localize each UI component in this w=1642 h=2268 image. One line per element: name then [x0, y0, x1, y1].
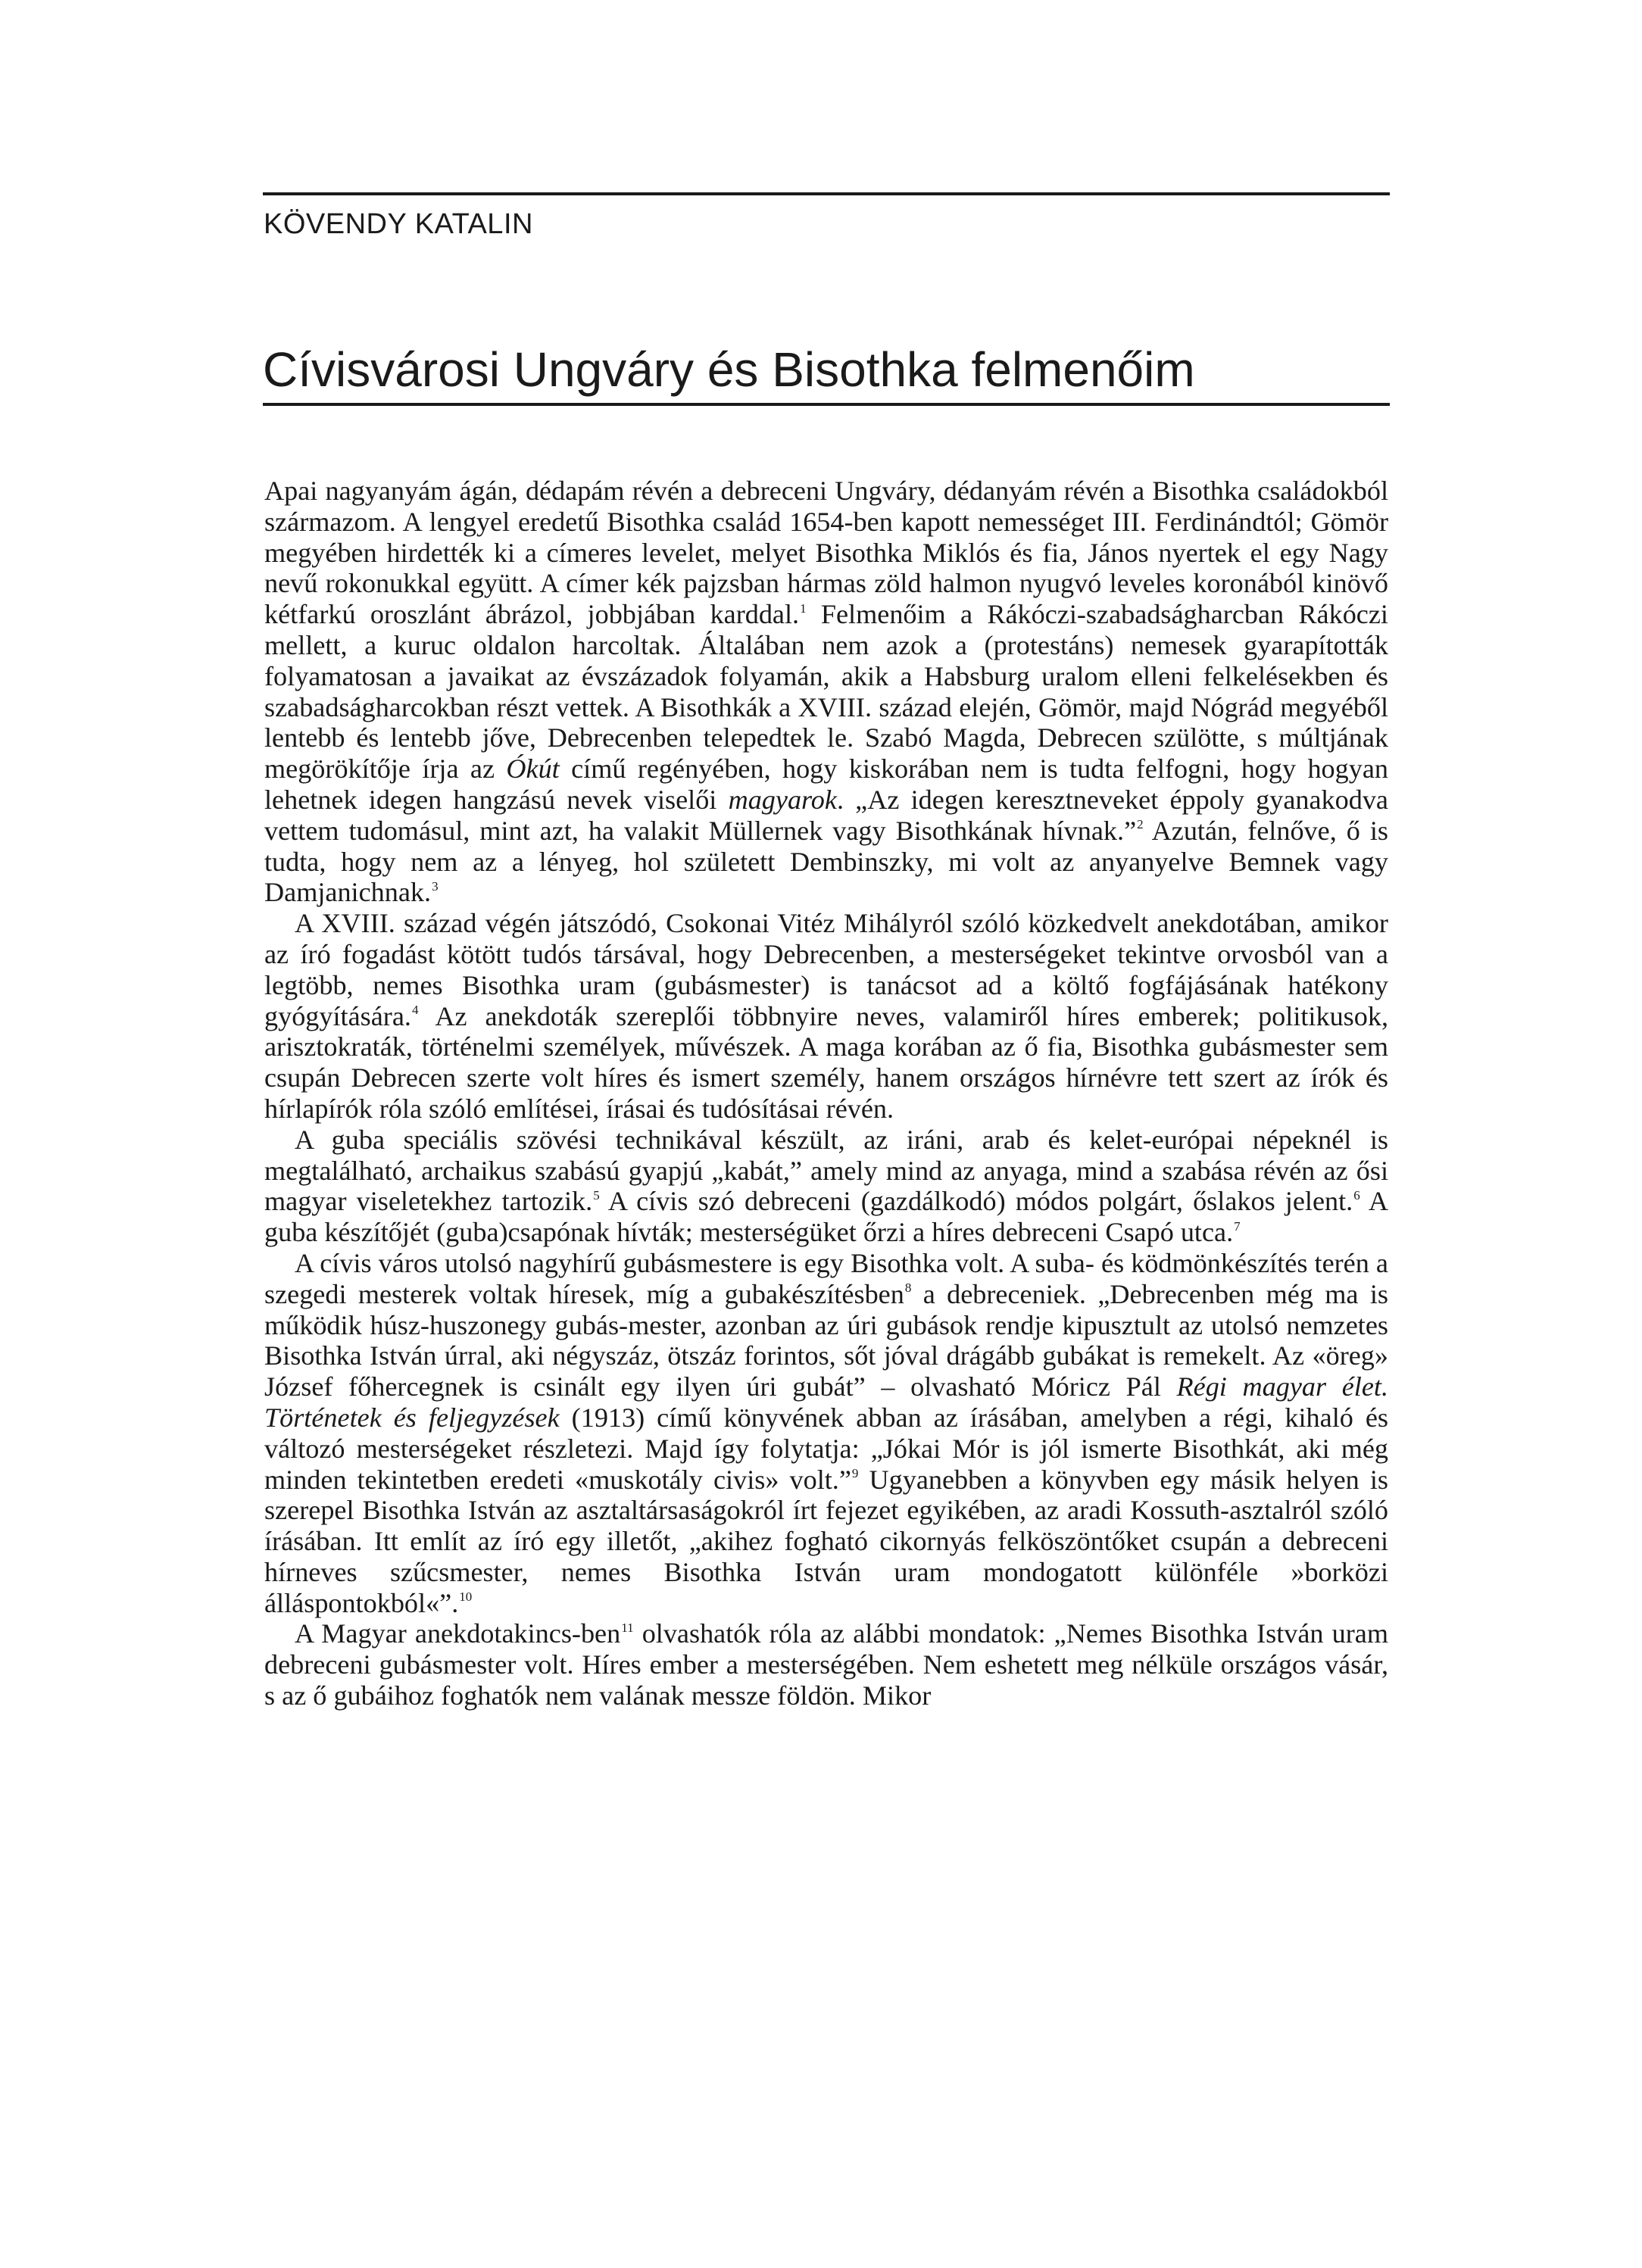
text-run: A cívis szó debreceni (gazdálkodó) módos polgárt, őslakos jelent. [599, 1186, 1353, 1217]
text-run: a debreceniek. „Debrecenben még ma is működik húsz-huszonegy gubás-mester, azonban az úri gubások rendje kipusztult az utolsó nemzetes Bisothka István úrral, aki négyszáz, ötszáz forintos, sőt jóval drágább gubákat is remekelt. Az «öreg» József főhercegnek is csinált egy ilyen úri gubát” – olvasható Móricz Pál [264, 1278, 1388, 1402]
body-paragraph [264, 1248, 1388, 1619]
header-rule [263, 192, 1390, 195]
text-run: Apai nagyanyám ágán, dédapám révén a debreceni Ungváry, dédanyám révén a Bisothka családokból származom. A lengyel eredetű Bisothka család 1654-ben kapott nemességet III. Ferdinándtól; Gömör megyében hirdették ki a címeres levelet, melyet Bisothka Miklós és fia, János nyertek el egy Nagy nevű rokonukkal együtt. A címer kék pajzsban hármas zöld halmon nyugvó leveles koronából kinövő kétfarkú oroszlánt ábrázol, jobbjában karddal. [264, 476, 1388, 630]
article-body [264, 476, 1388, 1711]
text-run: Azután, felnőve, ő is tudta, hogy nem az a lényeg, hol született Dembinszky, mi volt az anyanyelve Bemnek vagy Damjanichnak. [264, 815, 1388, 908]
title-rule [263, 403, 1390, 406]
footnote-marker: 10 [459, 1589, 473, 1605]
text-run: A cívis város utolsó nagyhírű gubásmestere is egy Bisothka volt. A suba- és ködmönkészítés terén a szegedi mesterek voltak híresek, míg a gubakészítésben [264, 1247, 1388, 1309]
text-run: olvashatók róla az alábbi mondatok: „Nemes Bisothka István uram debreceni gubásmester volt. Híres ember a mesterségében. Nem eshetett meg nélküle országos vásár, s az ő gubáihoz foghatók nem valának messze földön. Mikor [264, 1618, 1388, 1711]
text-run: Felmenőim a Rákóczi-szabadságharcban Rákóczi mellett, a kuruc oldalon harcoltak. Általában nem azok a (protestáns) nemesek gyarapították folyamatosan a javaikat az évszázadok folyamán, akik a Habsburg uralom elleni felkelésekben és szabadságharcokban részt vettek. A Bisothkák a XVIII. század elején, Gömör, majd Nógrád megyéből lentebb és lentebb jőve, Debrecenben telepedtek le. Szabó Magda, Debrecen szülötte, s múltjának megörökítője írja az [264, 599, 1388, 785]
footnote-marker: 11 [621, 1621, 634, 1636]
text-run: A Magyar anekdotakincs-ben [295, 1618, 621, 1649]
italic-text: Ókút [506, 753, 560, 785]
body-paragraph [264, 476, 1388, 908]
italic-text: Régi magyar élet. Történetek és feljegyzések [264, 1371, 1388, 1433]
footnote-marker: 4 [411, 1003, 419, 1018]
text-run: Ugyanebben a könyvben egy másik helyen is szerepel Bisothka István az asztaltársaságokról írt fejezet egyikében, az aradi Kossuth-asztalról szóló írásában. Itt említ az író egy illetőt, „akihez fogható cikornyás felköszöntőket csupán a debreceni hírneves szűcsmester, nemes Bisothka István uram mondogatott különféle »borközi álláspontokból«”. [264, 1464, 1388, 1618]
footnote-marker: 8 [904, 1281, 912, 1296]
text-run: . „Az idegen keresztneveket éppoly gyanakodva vettem tudomásul, mint azt, ha valakit Müllernek vagy Bisothkának hívnak.” [264, 784, 1388, 846]
footnote-marker: 2 [1137, 817, 1144, 832]
article-title: Cívisvárosi Ungváry és Bisothka felmenőim [263, 342, 1195, 397]
italic-text: magyarok [728, 784, 837, 815]
body-paragraph [264, 1125, 1388, 1248]
footnote-marker: 9 [851, 1466, 859, 1481]
text-run: A guba készítőjét (guba)csapónak hívták; mesterségüket őrzi a híres debreceni Csapó utca. [264, 1186, 1388, 1248]
text-run: A XVIII. század végén játszódó, Csokonai Vitéz Mihályról szóló közkedvelt anekdotában, amikor az író fogadást kötött tudós társával, hogy Debrecenben, a mesterségeket tekintve orvosból van a legtöbb, nemes Bisothka uram (gubásmester) is tanácsot ad a költő fogfájásának hatékony gyógyítására. [264, 908, 1388, 1031]
text-run: (1913) című könyvének abban az írásában, amelyben a régi, kihaló és változó mesterségeket részletezi. Majd így folytatja: „Jókai Mór is jól ismerte Bisothkát, aki még minden tekintetben eredeti «muskotály civis» volt.” [264, 1402, 1389, 1495]
author-name: KÖVENDY KATALIN [264, 208, 533, 240]
body-paragraph [264, 908, 1388, 1125]
footnote-marker: 3 [432, 878, 439, 894]
footnote-marker: 5 [593, 1187, 600, 1203]
footnote-marker: 1 [800, 601, 807, 616]
body-paragraph [264, 1618, 1388, 1711]
text-run: című regényében, hogy kiskorában nem is tudta felfogni, hogy hogyan lehetnek idegen hangzású nevek viselői [264, 753, 1388, 815]
text-run: Az anekdoták szereplői többnyire neves, valamiről híres emberek; politikusok, arisztokraták, történelmi személyek, művészek. A maga korában az ő fia, Bisothka gubásmester sem csupán Debrecen szerte volt híres és ismert személy, hanem országos hírnévre tett szert az írók és hírlapírók róla szóló említései, írásai és tudósításai révén. [264, 1000, 1388, 1124]
footnote-marker: 7 [1234, 1218, 1241, 1234]
footnote-marker: 6 [1353, 1187, 1360, 1203]
text-run: A guba speciális szövési technikával készült, az iráni, arab és kelet-európai népeknél is megtalálható, archaikus szabású gyapjú „kabát,” amely mind az anyaga, mind a szabása révén az ősi magyar viseletekhez tartozik. [264, 1124, 1388, 1217]
